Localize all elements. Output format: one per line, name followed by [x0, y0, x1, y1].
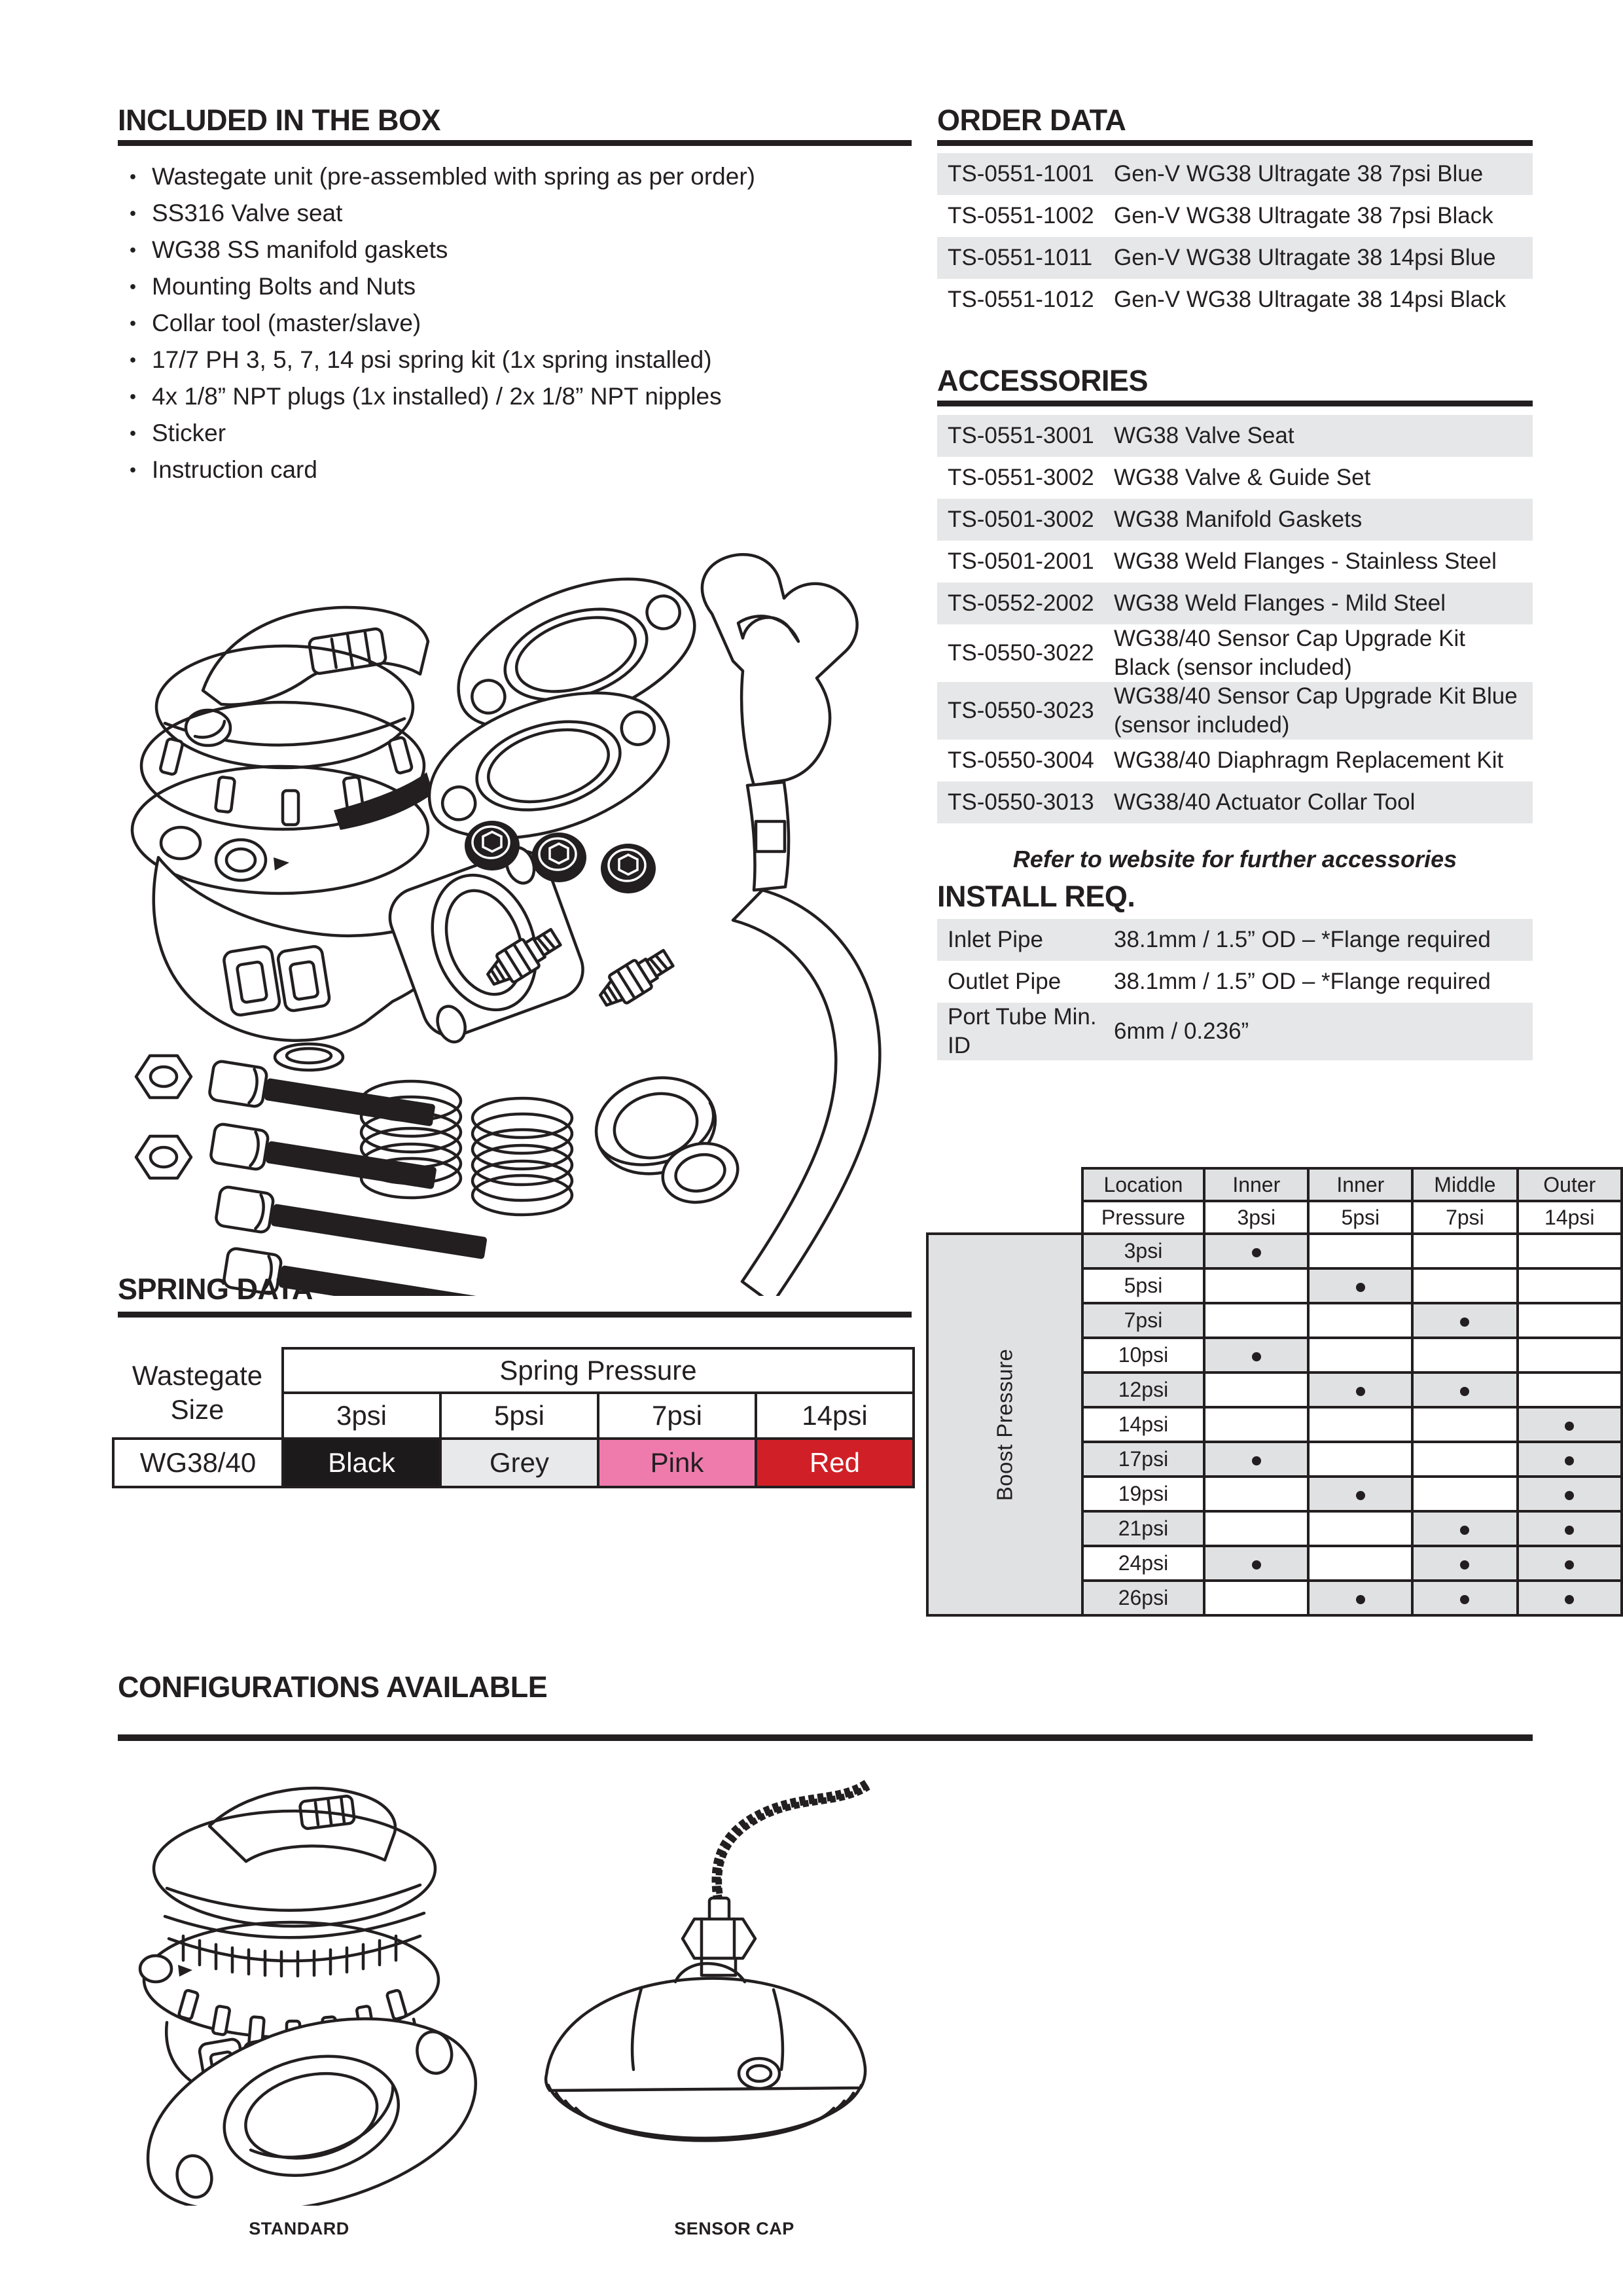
boost-side-label [927, 1234, 1082, 1615]
included-item-text: 4x 1/8” NPT plugs (1x installed) / 2x 1/8” NPT nipples [152, 383, 722, 410]
boost-empty-cell [1412, 1477, 1517, 1511]
psi-header-cell: 7psi [598, 1393, 756, 1439]
boost-header-cell: Inner [1308, 1168, 1412, 1201]
part-number: TS-0551-1002 [948, 203, 1094, 228]
boost-dot-cell [1518, 1442, 1622, 1477]
npt-plug-2 [531, 833, 586, 882]
part-number: TS-0550-3013 [948, 789, 1094, 815]
accessory-row [937, 415, 1533, 457]
boost-location-row [927, 1168, 1622, 1201]
order-data-table [937, 153, 1533, 321]
boost-psi-label: 26psi [1082, 1581, 1205, 1615]
install-req-row [937, 1003, 1533, 1060]
boost-psi-label: 3psi [1082, 1234, 1205, 1268]
dot-icon [1565, 1560, 1574, 1570]
bullet-icon [130, 467, 135, 473]
dot-icon [1252, 1560, 1261, 1570]
sensor-cap-drawing [524, 1767, 903, 2212]
boost-pressure-table [926, 1167, 1623, 1617]
boost-side-label-text: Boost Pressure [992, 1348, 1017, 1501]
bullet-icon [130, 247, 135, 253]
braided-cable [717, 1784, 868, 1910]
part-description: WG38 Weld Flanges - Stainless Steel [1114, 548, 1497, 574]
npt-nipple-2 [594, 944, 677, 1013]
spring-color-cell: Grey [440, 1439, 598, 1487]
boost-empty-cell [1412, 1338, 1517, 1372]
boost-psi-label: 12psi [1082, 1372, 1205, 1407]
boost-psi-label: 10psi [1082, 1338, 1205, 1372]
spring-data-rule [118, 1312, 912, 1318]
npt-plug-3 [601, 844, 656, 893]
dot-icon [1356, 1491, 1365, 1500]
boost-empty-cell [1204, 1268, 1308, 1303]
boost-dot-cell [1518, 1581, 1622, 1615]
boost-empty-cell [1412, 1407, 1517, 1442]
boost-empty-cell [1308, 1511, 1412, 1546]
accessory-row [937, 682, 1533, 740]
included-title: INCLUDED IN THE BOX [118, 103, 441, 137]
boost-empty-cell [1308, 1338, 1412, 1372]
included-item [118, 415, 912, 452]
boost-dot-cell [1412, 1303, 1517, 1338]
boost-psi-label: 14psi [1082, 1407, 1205, 1442]
valve-seat-drawing [586, 1066, 744, 1210]
part-description: WG38/40 Diaphragm Replacement Kit [1114, 747, 1504, 773]
boost-psi-label: 21psi [1082, 1511, 1205, 1546]
dot-icon [1460, 1595, 1469, 1604]
accessory-row [937, 624, 1533, 682]
wastegate-size-header: Wastegate Size [113, 1348, 283, 1439]
included-item-text: Mounting Bolts and Nuts [152, 273, 416, 300]
boost-empty-cell [1518, 1268, 1622, 1303]
included-item [118, 342, 912, 378]
outlet-flange [125, 1991, 495, 2206]
bullet-icon [130, 394, 135, 399]
order-data-rule [937, 140, 1533, 146]
included-item [118, 158, 912, 195]
standard-config-drawing [105, 1761, 530, 2206]
psi-header-cell: 14psi [756, 1393, 914, 1439]
bullet-icon [130, 321, 135, 326]
order-row [937, 279, 1533, 321]
bullet-icon [130, 357, 135, 363]
boost-empty-cell [1308, 1407, 1412, 1442]
diaphragm-pleats [183, 1936, 396, 1976]
part-number: TS-0551-3001 [948, 423, 1094, 448]
accessory-row [937, 781, 1533, 823]
included-item [118, 232, 912, 268]
boost-empty-cell [1204, 1407, 1308, 1442]
included-item [118, 452, 912, 488]
configurations-title: CONFIGURATIONS AVAILABLE [118, 1670, 548, 1704]
dot-icon [1356, 1283, 1365, 1292]
dot-icon [1252, 1456, 1261, 1465]
included-item-text: Wastegate unit (pre-assembled with spring as per order) [152, 163, 755, 190]
part-description: WG38/40 Sensor Cap Upgrade Kit Black (sensor included) [1114, 626, 1465, 680]
mounting-bolt-2 [210, 1123, 438, 1197]
dot-icon [1460, 1318, 1469, 1327]
dot-icon [1565, 1526, 1574, 1535]
included-item-text: 17/7 PH 3, 5, 7, 14 psi spring kit (1x spring installed) [152, 346, 712, 373]
order-row [937, 153, 1533, 195]
part-description: Gen-V WG38 Ultragate 38 7psi Blue [1114, 161, 1484, 187]
boost-dot-cell [1204, 1546, 1308, 1581]
part-description: WG38 Valve Seat [1114, 423, 1294, 448]
boost-psi-label: 5psi [1082, 1268, 1205, 1303]
accessories-title: ACCESSORIES [937, 364, 1149, 397]
boost-psi-label: 24psi [1082, 1546, 1205, 1581]
install-req-row [937, 961, 1533, 1003]
boost-psi-label: 17psi [1082, 1442, 1205, 1477]
boost-dot-cell [1204, 1234, 1308, 1268]
included-rule [118, 140, 912, 146]
part-number: TS-0550-3023 [948, 698, 1094, 723]
boost-dot-cell [1204, 1442, 1308, 1477]
part-description: 6mm / 0.236” [1114, 1018, 1249, 1044]
spring-coil-2 [473, 1098, 572, 1215]
bullet-icon [130, 211, 135, 216]
boost-header-cell: 7psi [1412, 1201, 1517, 1234]
boost-header-cell: 14psi [1518, 1201, 1622, 1234]
parts-diagram [118, 550, 912, 1296]
accessory-row [937, 457, 1533, 499]
spring-color-cell: Black [283, 1439, 440, 1487]
boost-dot-cell [1204, 1338, 1308, 1372]
boost-row [927, 1234, 1622, 1268]
boost-header-cell: 3psi [1204, 1201, 1308, 1234]
included-item [118, 378, 912, 415]
install-req-row [937, 919, 1533, 961]
boost-empty-cell [1204, 1477, 1308, 1511]
configurations-rule [118, 1734, 1533, 1741]
boost-dot-cell [1412, 1372, 1517, 1407]
boost-empty-cell [1518, 1303, 1622, 1338]
boost-header-cell: Inner [1204, 1168, 1308, 1201]
part-description: WG38 Manifold Gaskets [1114, 507, 1363, 532]
accessory-row [937, 740, 1533, 781]
part-number: TS-0551-1012 [948, 287, 1094, 312]
boost-dot-cell [1412, 1511, 1517, 1546]
dot-icon [1565, 1491, 1574, 1500]
part-number: Outlet Pipe [948, 969, 1061, 994]
boost-empty-cell [1204, 1372, 1308, 1407]
dot-icon [1252, 1352, 1261, 1361]
included-item [118, 268, 912, 305]
wastegate-size-cell: WG38/40 [113, 1439, 283, 1487]
part-description: Gen-V WG38 Ultragate 38 14psi Black [1114, 287, 1507, 312]
dot-icon [1356, 1387, 1365, 1396]
boost-dot-cell [1308, 1268, 1412, 1303]
order-data-title: ORDER DATA [937, 103, 1126, 137]
spring-color-cell: Pink [598, 1439, 756, 1487]
order-row [937, 195, 1533, 237]
boost-dot-cell [1308, 1372, 1412, 1407]
part-description: Gen-V WG38 Ultragate 38 14psi Blue [1114, 245, 1496, 270]
part-number: TS-0550-3022 [948, 640, 1094, 666]
boost-psi-label: 19psi [1082, 1477, 1205, 1511]
included-item-text: WG38 SS manifold gaskets [152, 236, 448, 263]
boost-header-cell: Location [1082, 1168, 1205, 1201]
boost-psi-label: 7psi [1082, 1303, 1205, 1338]
boost-dot-cell [1518, 1546, 1622, 1581]
part-number: Inlet Pipe [948, 927, 1043, 952]
bullet-icon [130, 284, 135, 289]
boost-empty-cell [1204, 1581, 1308, 1615]
part-description: WG38 Weld Flanges - Mild Steel [1114, 590, 1446, 616]
part-number: TS-0552-2002 [948, 590, 1094, 616]
boost-empty-cell [1204, 1303, 1308, 1338]
mounting-nut-2 [136, 1136, 191, 1178]
psi-header-cell: 5psi [440, 1393, 598, 1439]
install-req-title: INSTALL REQ. [937, 880, 1135, 913]
part-description: WG38/40 Sensor Cap Upgrade Kit Blue (sensor included) [1114, 683, 1518, 738]
dot-icon [1460, 1560, 1469, 1570]
spring-color-cell: Red [756, 1439, 914, 1487]
boost-dot-cell [1308, 1477, 1412, 1511]
boost-empty-cell [1308, 1442, 1412, 1477]
boost-empty-cell [1204, 1511, 1308, 1546]
included-list [118, 158, 912, 488]
included-item-text: Sticker [152, 420, 226, 446]
boost-empty-cell [1308, 1303, 1412, 1338]
psi-header-cell: 3psi [283, 1393, 440, 1439]
part-description: WG38 Valve & Guide Set [1114, 465, 1371, 490]
accessory-row [937, 499, 1533, 541]
dot-icon [1460, 1387, 1469, 1396]
part-number: TS-0551-3002 [948, 465, 1094, 490]
boost-empty-cell [1308, 1546, 1412, 1581]
boost-pressure-row [927, 1201, 1622, 1234]
boost-empty-cell [1518, 1338, 1622, 1372]
sensor-cap-label: SENSOR CAP [674, 2219, 794, 2238]
boost-empty-cell [1412, 1268, 1517, 1303]
spring-color-row [113, 1439, 914, 1487]
accessory-row [937, 541, 1533, 583]
part-description: 38.1mm / 1.5” OD – *Flange required [1114, 969, 1491, 994]
boost-header-cell: Pressure [1082, 1201, 1205, 1234]
included-item [118, 305, 912, 342]
part-description: 38.1mm / 1.5” OD – *Flange required [1114, 927, 1491, 952]
dot-icon [1460, 1526, 1469, 1535]
included-item-text: Collar tool (master/slave) [152, 310, 421, 336]
included-item [118, 195, 912, 232]
dot-icon [1356, 1595, 1365, 1604]
boost-dot-cell [1308, 1581, 1412, 1615]
accessories-note: Refer to website for further accessories [1012, 846, 1457, 872]
part-number: TS-0501-2001 [948, 548, 1094, 574]
accessories-table [937, 415, 1533, 823]
spring-pressure-header: Spring Pressure [283, 1348, 914, 1393]
boost-dot-cell [1412, 1581, 1517, 1615]
boost-empty-cell [1412, 1234, 1517, 1268]
manifold-gasket-2 [412, 672, 685, 860]
order-row [937, 237, 1533, 279]
part-number: TS-0501-3002 [948, 507, 1094, 532]
dot-icon [1252, 1248, 1261, 1257]
boost-header-cell: Outer [1518, 1168, 1622, 1201]
part-number: TS-0550-3004 [948, 747, 1094, 773]
included-item-text: SS316 Valve seat [152, 200, 343, 226]
npt-plug-1 [465, 821, 520, 870]
dot-icon [1565, 1595, 1574, 1604]
included-item-text: Instruction card [152, 456, 317, 483]
boost-dot-cell [1518, 1477, 1622, 1511]
mounting-nut-1 [136, 1056, 191, 1098]
bullet-icon [130, 431, 135, 436]
cap-dome [546, 1964, 865, 2141]
spring-data-table [112, 1347, 915, 1488]
boost-dot-cell [1518, 1511, 1622, 1546]
part-number: Port Tube Min. ID [948, 1004, 1097, 1058]
boost-dot-cell [1518, 1407, 1622, 1442]
spring-header-row [113, 1348, 914, 1393]
spring-data-title: SPRING DATA [118, 1272, 313, 1306]
boost-header-cell: Middle [1412, 1168, 1517, 1201]
part-description: Gen-V WG38 Ultragate 38 7psi Black [1114, 203, 1493, 228]
boost-empty-cell [1518, 1234, 1622, 1268]
accessories-rule [937, 401, 1533, 406]
boost-dot-cell [1412, 1546, 1517, 1581]
part-description: WG38/40 Actuator Collar Tool [1114, 789, 1416, 815]
boost-header-cell: 5psi [1308, 1201, 1412, 1234]
part-number: TS-0551-1011 [948, 245, 1093, 270]
dot-icon [1565, 1422, 1574, 1431]
dot-icon [1565, 1456, 1574, 1465]
bullet-icon [130, 174, 135, 179]
accessory-row [937, 583, 1533, 624]
part-number: TS-0551-1001 [948, 161, 1094, 187]
standard-label: STANDARD [249, 2219, 349, 2238]
install-req-table [937, 919, 1533, 1060]
boost-empty-cell [1412, 1442, 1517, 1477]
boost-empty-cell [1518, 1372, 1622, 1407]
boost-empty-cell [1308, 1234, 1412, 1268]
